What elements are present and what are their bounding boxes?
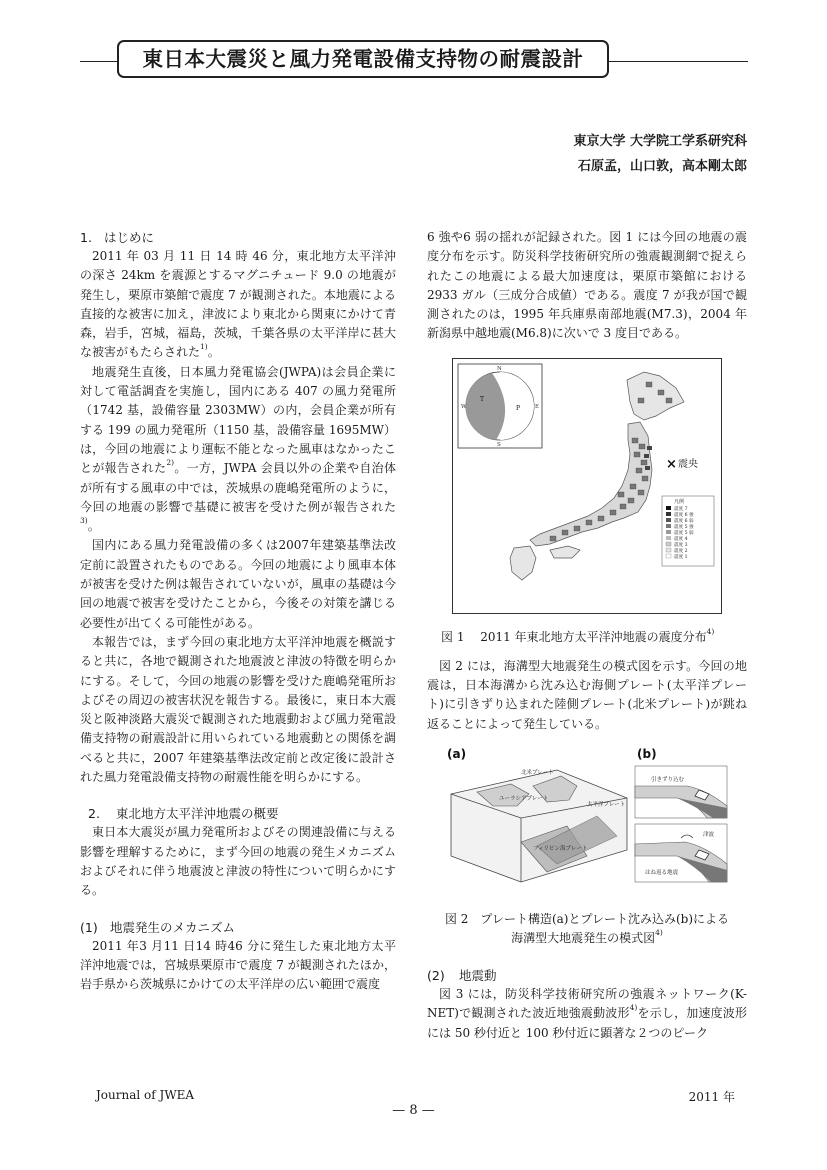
- subsection-1-heading: (1) 地震発生のメカニズム: [80, 919, 236, 935]
- svg-text:震度 4: 震度 4: [674, 536, 688, 542]
- reference-mark: 1): [200, 342, 208, 352]
- intensity-map-image: [452, 358, 722, 614]
- section-2-heading: 2. 東北地方太平洋沖地震の概要: [88, 806, 279, 822]
- paragraph: 2011 年3 月11 日14 時46 分に発生した東北地方太平洋沖地震では，宮城県栗原市で震度 7 が観測されたほか，岩手県から茨城県にかけての太平洋岸の広い範囲で震度: [80, 938, 396, 992]
- svg-text:震度 3: 震度 3: [674, 542, 688, 548]
- beachball-s: S: [497, 441, 501, 448]
- svg-text:太平洋プレート: 太平洋プレート: [587, 801, 626, 808]
- paragraph: 本報告では，まず今回の東北地方太平洋沖地震を概説すると共に，各地で観測された地震波と津波の特徴を明らかにする。そして，今回の地震の影響を受けた鹿嶋発電所およびその周辺の被害状況を報告する。最後に，東日本大震災と阪神淡路大震災で観測された地震動および風力発電設備支持物の耐震設計に用いられている地震動との関係を調べると共に，2007 年建築基準法改定前と改定後に設計された風力発電設備支持物の耐震性能を明らかにする。: [80, 634, 396, 785]
- figure-2-plate-diagram: [437, 746, 737, 888]
- beachball-n: N: [497, 365, 502, 372]
- beachball-w: W: [461, 403, 467, 410]
- svg-text:引きずり込む: 引きずり込む: [651, 776, 685, 783]
- svg-text:震度 7: 震度 7: [674, 506, 688, 512]
- title-rule-right: [606, 61, 748, 62]
- svg-text:(a): (a): [447, 746, 467, 761]
- figure-1-caption: 図 1 2011 年東北地方太平洋沖地震の震度分布$^{4)}$: [441, 626, 715, 644]
- reference-mark: 2): [166, 458, 175, 468]
- figure-1-intensity-map: [452, 358, 722, 614]
- paragraph: 国内にある風力発電設備の多くは2007年建築基準法改定前に設置されたものである。今回の地震により風車本体が被害を受けた例は報告されていないが，風車の基礎は今回の地震で被害を受けたことから，今後その対策を講じる必要性が出てくる可能性がある。: [80, 538, 396, 630]
- svg-text:津波: 津波: [703, 831, 715, 838]
- svg-text:凡例: 凡例: [674, 498, 685, 505]
- svg-text:震度 1: 震度 1: [674, 554, 688, 560]
- beachball-t: T: [480, 395, 485, 403]
- svg-text:北米プレート: 北米プレート: [521, 769, 554, 776]
- reference-mark: 4): [629, 1003, 638, 1013]
- map-legend: [662, 496, 714, 566]
- paragraph: 図 3 には，防災科学技術研究所の強震ネットワーク(K-NET)で観測された波近地強震動波形$^{4)}$を示し，加速度波形には 50 秒付近と 100 秒付近に顕著な２つのピーク: [427, 986, 747, 1040]
- right-column: [427, 228, 747, 1043]
- svg-text:(b): (b): [637, 746, 657, 761]
- beachball-e: E: [535, 403, 540, 410]
- figure-2-caption: 図 2 プレート構造(a)とプレート沈み込み(b)による 海溝型大地震発生の模式図$^{4)}$: [444, 911, 730, 945]
- paragraph: 地震発生直後，日本風力発電協会(JWPA)は会員企業に対して電話調査を実施し，国内にある 407 の風力発電所（1742 基，設備容量 2303MW）の内，会員企業が所有する 199 の風力発電所（1150 基，設備容量 1695MW）は，今回の地震により運転不能となった風車はなかったことが報告された$^{2)}$。一方，JWPA 会員以外の企業や自治体が所有する風車の中では，茨城県の鹿嶋発電所のように，今回の地震の影響で基礎に被害を受けた例が報告された$^{3)}$。: [80, 364, 396, 534]
- paragraph: 東日本大震災が風力発電所およびその関連設備に与える影響を理解するために，まず今回の地震の発生メカニズムおよびそれに伴う地震波と津波の特性について明らかにする。: [80, 825, 396, 898]
- page-number: — 8 —: [392, 1103, 435, 1118]
- authors: 石原孟，山口敦，高本剛太郎: [577, 159, 747, 174]
- paragraph: 6 強や6 弱の揺れが記録された。図 1 には今回の地震の震度分布を示す。防災科学技術研究所の強震観測網で捉えられたこの地震による最大加速度は，栗原市築館における 2933 ガル（三成分合成値）である。震度 7 が我が国で観測されたのは，1995 年兵庫県南部地震(M7.3)，2004 年新潟県中越地震(M6.8)に次いで 3 度目である。: [427, 230, 747, 341]
- plate-diagram-image: [437, 746, 737, 888]
- svg-text:ユーラシアプレート: ユーラシアプレート: [499, 795, 549, 802]
- beachball-p: P: [516, 404, 521, 412]
- svg-text:震度 6 強: 震度 6 強: [674, 512, 694, 518]
- svg-text:フィリピン海プレート: フィリピン海プレート: [533, 845, 588, 852]
- svg-text:震度 6 弱: 震度 6 弱: [674, 518, 694, 524]
- subsection-2-heading: (2) 地震動: [427, 967, 497, 983]
- svg-text:震度 5 弱: 震度 5 弱: [674, 530, 694, 536]
- article-title: 東日本大震災と風力発電設備支持物の耐震設計: [117, 40, 609, 78]
- affiliation: 東京大学 大学院工学系研究科: [573, 134, 747, 149]
- svg-text:震度 2: 震度 2: [674, 548, 688, 554]
- left-column: [80, 228, 396, 994]
- paragraph: 2011 年 03 月 11 日 14 時 46 分，東北地方太平洋沖の深さ 24km を震源とするマグニチュード 9.0 の地震が発生し，栗原市築館で震度 7 が観測された。本地震による直接的な被害に加え，津波により東北から関東にかけて青森，岩手，宮城，福島，茨城，千葉各県の太平洋岸に甚大な被害がもたらされた$^{1)}$。: [80, 249, 396, 360]
- svg-text:震度 5 強: 震度 5 強: [674, 524, 694, 530]
- section-1-heading: 1. はじめに: [80, 230, 155, 245]
- journal-name: Journal of JWEA: [96, 1088, 195, 1102]
- reference-mark: 3): [80, 516, 88, 526]
- svg-text:はね返る地震: はね返る地震: [645, 869, 679, 876]
- paragraph: 図 2 には，海溝型大地震発生の模式図を示す。今回の地震は，日本海溝から沈み込む海側プレート(太平洋プレート)に引きずり込まれた陸側プレート(北米プレート)が跳ね返ることによって発生している。: [427, 658, 747, 731]
- title-rule-left: [80, 61, 120, 62]
- epicenter-label: 震央: [678, 458, 698, 470]
- footer-year: 2011 年: [688, 1090, 735, 1104]
- svg-text:×: ×: [666, 456, 677, 472]
